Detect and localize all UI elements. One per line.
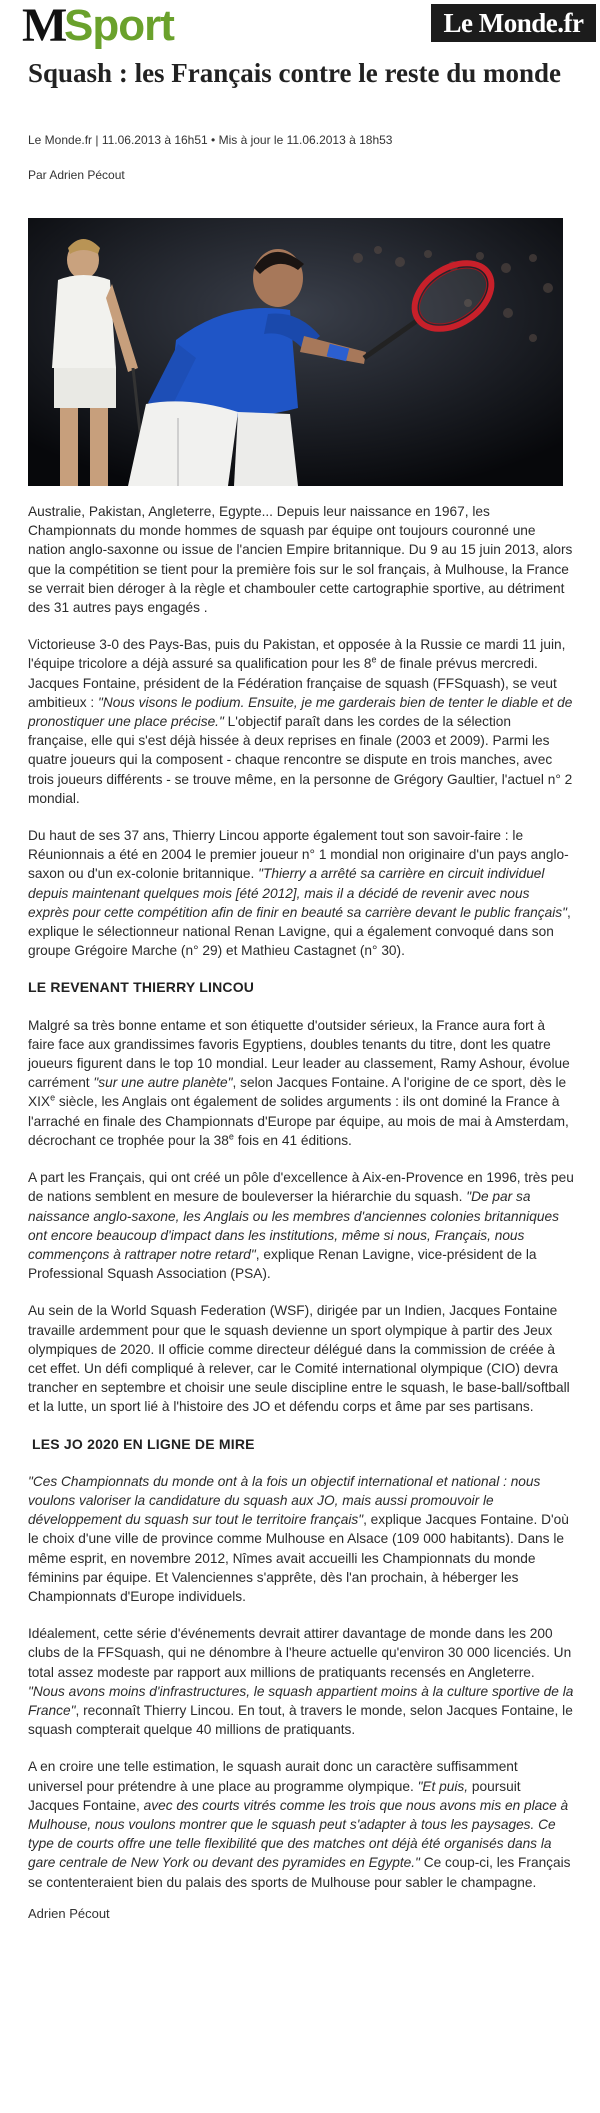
article-meta: Le Monde.fr | 11.06.2013 à 16h51 • Mis à jour le 11.06.2013 à 18h53 [28, 133, 393, 147]
paragraph-1: Australie, Pakistan, Angleterre, Egypte... Depuis leur naissance en 1967, les Championnats du monde hommes de squash par équipe ont toujours couronné une nation anglo-saxonne ou issue de l'ancien Empire britannique. Du 9 au 15 juin 2013, alors que la compétition se tient pour la première fois sur le sol français, à Mulhouse, la France se verrait bien déroger à la règle et chambouler cette cartographie sportive, au détriment des 31 autres pays engagés . [28, 504, 573, 616]
article-author: Par Adrien Pécout [28, 168, 125, 182]
paragraph-2: Victorieuse 3-0 des Pays-Bas, puis du Pakistan, et opposée à la Russie ce mardi 11 juin, l'équipe tricolore a déjà assuré sa qualification pour les 8e de finale prévus mercredi. Jacques Fontaine, président de la Fédération française de squash (FFSquash), se veut ambitieux : "Nous visons le podium. Ensuite, je me garderais bien de tenter le diable et de pronostiquer une place précise." L'objectif paraît dans les cordes de la sélection française, elle qui s'est déjà hissée à deux reprises en finale (2003 et 2009). Parmi les quatre joueurs qui la composent - chaque rencontre se dispute en trois manches, avec trois joueurs différents - se trouve même, en la personne de Grégory Gaultier, l'actuel n° 2 mondial. [28, 637, 573, 806]
subheading-lincou: LE REVENANT THIERRY LINCOU [28, 979, 255, 996]
paragraph-8: Idéalement, cette série d'événements devrait attirer davantage de monde dans les 200 clubs de la FFSquash, qui ne dénombre à l'heure actuelle qu'environ 30 000 licenciés. Un total assez modeste par rapport aux millions de pratiquants recensés en Angleterre. "Nous avons moins d'infrastructures, le squash appartient moins à la culture sportive de la France", reconnaît Thierry Lincou. En tout, à travers le monde, selon Jacques Fontaine, le squash compterait quelque 40 millions de pratiquants. [28, 1626, 574, 1738]
author-signature[interactable]: Adrien Pécout [28, 1905, 110, 1921]
paragraph-6: Au sein de la World Squash Federation (WSF), dirigée par un Indien, Jacques Fontaine travaille ardemment pour que le squash devienne un sport olympique à partir des Jeux olympiques de 2020. Il officie comme directeur délégué dans la commission de créée à cet effet. Un défi compliqué à relever, car le Comité international olympique (CIO) devra trancher en septembre et choisir une seule discipline entre le squash, le base-ball/softball et la lutte, un sport lié à l'histoire des JO et défendu corps et âme par ses partisans. [28, 1303, 570, 1415]
article-title: Squash : les Français contre le reste du monde [28, 58, 561, 88]
paragraph-9: A en croire une telle estimation, le squash aurait donc un caractère suffisamment universel pour prétendre à une place au programme olympique. "Et puis, poursuit Jacques Fontaine, avec des courts vitrés comme les trois que nous avons mis en place à Mulhouse, nous voulons montrer que le squash peut s'adapter à tous les paysages. Ce type de courts offre une telle flexibilité que des matches ont déjà été organisés dans la gare centrale de New York ou devant des pyramides en Egypte." Ce coup-ci, les Français se contenteraient bien du palais des sports de Mulhouse pour sabler le champagne. [28, 1759, 571, 1890]
photo-illustration [28, 218, 563, 486]
paragraph-5: A part les Français, qui ont créé un pôle d'excellence à Aix-en-Provence en 1996, très peu de nations semblent en mesure de bouleverser la hiérarchie du squash. "De par sa naissance anglo-saxone, les Anglais ou les membres d'anciennes colonies britanniques ont encore beaucoup d'impact dans les institutions, même si nous, Français, nous commençons à rattraper notre retard", explique Renan Lavigne, vice-président de la Professional Squash Association (PSA). [28, 1170, 574, 1282]
subheading-jo-2020: LES JO 2020 EN LIGNE DE MIRE [32, 1435, 255, 1452]
paragraph-3: Du haut de ses 37 ans, Thierry Lincou apporte également tout son savoir-faire : le Réunionnais a été en 2004 le premier joueur n° 1 mondial non originaire d'un pays anglo-saxon ou d'un ex-colonie britannique. "Thierry a arrêté sa carrière en circuit individuel depuis maintenant quelques mois [été 2012], mais il a décidé de revenir avec nous exprès pour cette compétition afin de finir en beauté sa carrière devant le public français", explique le sélectionneur national Renan Lavigne, qui a également convoqué dans son groupe Grégoire Marche (n° 29) et Mathieu Castagnet (n° 30). [28, 828, 571, 959]
le-monde-logo-m[interactable]: M [22, 0, 66, 52]
article-body [28, 502, 574, 1923]
site-header [0, 0, 600, 52]
le-monde-brand-logo[interactable]: Le Monde.fr [431, 4, 596, 42]
article-photo [28, 218, 563, 486]
paragraph-4: Malgré sa très bonne entame et son étiquette d'outsider sérieux, la France aura fort à faire face aux grandissimes favoris Egyptiens, doubles tenants du titre, dont les quatre joueurs figurent dans le top 10 mondial. Leur leader au classement, Ramy Ashour, évolue carrément "sur une autre planète", selon Jacques Fontaine. A l'origine de ce sport, dès le XIXe siècle, les Anglais ont également de solides arguments : ils ont dominé la France à l'arraché en finale des Championnats d'Europe par équipe, au mois de mai à Amsterdam, décrochant ce trophée pour la 38e fois en 41 éditions. [28, 1017, 570, 1148]
paragraph-7: "Ces Championnats du monde ont à la fois un objectif international et national : nous voulons valoriser la candidature du squash aux JO, mais aussi promouvoir le développement du squash sur tout le territoire français", explique Jacques Fontaine. D'où le choix d'une ville de province comme Mulhouse en Alsace (109 000 habitants). Dans le même esprit, en novembre 2012, Nîmes avait accueilli les Championnats du monde féminins par équipe. Et Valenciennes s'apprête, dès l'an prochain, à héberger les Championnats d'Europe individuels. [28, 1473, 569, 1604]
section-title[interactable]: Sport [64, 1, 174, 50]
